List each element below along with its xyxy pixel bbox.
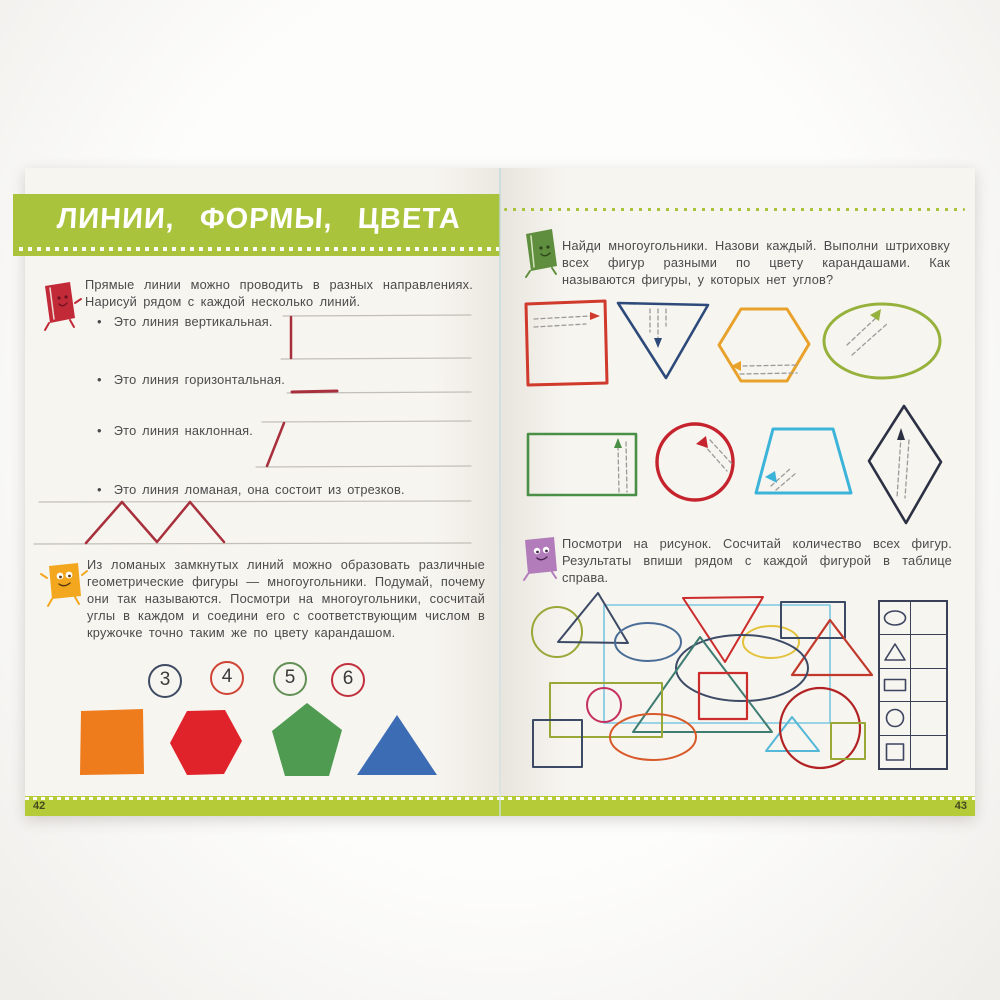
rectangle-glyph bbox=[885, 680, 906, 691]
corner-count-circle-5: 5 bbox=[273, 662, 307, 696]
writing-guide-line bbox=[39, 501, 471, 502]
left-page bbox=[25, 168, 500, 816]
figure-cyan-rectangle bbox=[604, 605, 830, 723]
figure-navy-rectangle bbox=[781, 602, 845, 638]
figure-cyan-triangle bbox=[766, 717, 819, 751]
blue-triangle bbox=[357, 715, 437, 775]
hatch-hint bbox=[776, 473, 796, 490]
task2-instructions: Из ломаных замкнутых линий можно образовать различные геометрические фигуры — многоугольники. Подумай, почему они так называются. Посмотри на многоугольники, сосчитай углы в каждом и соедини его с соответствующим числом в кружочке точно таким же по цвету карандашом. bbox=[87, 557, 485, 640]
green-book-icon bbox=[526, 229, 557, 271]
line-type-item bbox=[97, 482, 405, 497]
workbook-spread bbox=[25, 168, 975, 816]
hatch-hint bbox=[905, 440, 909, 498]
bullet-dot: • bbox=[97, 482, 102, 497]
red-circle-outline bbox=[657, 424, 733, 500]
navy-rhombus-outline bbox=[869, 406, 941, 523]
hatch-hint bbox=[703, 444, 727, 471]
count-table-row bbox=[880, 669, 946, 702]
bullet-dot: • bbox=[97, 423, 102, 438]
rectangle-icon bbox=[882, 674, 908, 696]
hatch-arrow bbox=[696, 436, 708, 448]
count-answer-cell bbox=[911, 635, 946, 667]
hatch-hint bbox=[618, 446, 619, 492]
figure-olive-circle bbox=[532, 607, 582, 657]
figure-teal-triangle bbox=[633, 637, 772, 732]
triangle-glyph bbox=[885, 644, 905, 660]
navy-triangle-outline bbox=[618, 303, 708, 378]
line-type-item bbox=[97, 423, 253, 438]
figure-olive-rectangle bbox=[550, 683, 662, 737]
writing-guide-line bbox=[256, 466, 471, 467]
page-gutter bbox=[499, 168, 501, 816]
writing-guide-line bbox=[283, 315, 471, 316]
figure-darkred-circle bbox=[780, 688, 860, 768]
square-icon bbox=[882, 741, 908, 763]
purple-book-icon bbox=[525, 537, 557, 574]
count-answer-cell bbox=[911, 702, 946, 734]
green-ellipse-outline bbox=[824, 304, 940, 378]
bullet-dot: • bbox=[97, 372, 102, 387]
hatch-hint bbox=[626, 442, 627, 492]
hatch-arrow bbox=[765, 471, 777, 483]
triangle-glyph-cell bbox=[880, 635, 911, 667]
green-pentagon bbox=[272, 703, 342, 776]
task1-instructions: Прямые линии можно проводить в разных направлениях. Нарисуй рядом с каждой несколько линий. bbox=[85, 277, 473, 309]
hatch-hint bbox=[897, 436, 901, 498]
figure-red-triangle bbox=[792, 620, 872, 675]
broken-line-sample bbox=[86, 502, 224, 543]
circle-glyph bbox=[887, 710, 904, 727]
line-type-label: Это линия вертикальная. bbox=[113, 314, 273, 329]
red-square-outline bbox=[526, 301, 607, 385]
right-footer-band bbox=[500, 796, 975, 816]
hatch-hint bbox=[852, 323, 888, 355]
corner-count-circle-6: 6 bbox=[331, 663, 365, 697]
footer-dashed-line bbox=[500, 797, 975, 800]
shape-count-table bbox=[878, 600, 948, 770]
slanted-line-sample bbox=[267, 423, 284, 466]
line-type-item bbox=[97, 372, 285, 387]
hatch-hint bbox=[847, 316, 878, 345]
count-answer-cell bbox=[911, 669, 946, 701]
cyan-trapezoid-outline bbox=[756, 429, 851, 493]
bullet-dot: • bbox=[97, 314, 102, 329]
count-table-row bbox=[880, 702, 946, 735]
count-answer-cell bbox=[911, 736, 946, 768]
orange-square bbox=[80, 709, 144, 775]
writing-guide-line bbox=[34, 543, 471, 544]
count-table-row bbox=[880, 736, 946, 768]
figure-yellow-ellipse bbox=[743, 626, 799, 658]
task4-instructions: Посмотри на рисунок. Сосчитай количество всех фигур. Результаты впиши рядом с каждой фигурой в таблице справа. bbox=[562, 536, 952, 585]
ellipse-icon bbox=[882, 607, 908, 629]
writing-guide-line bbox=[262, 421, 471, 422]
orange-book-icon bbox=[49, 563, 81, 599]
count-answer-cell bbox=[911, 602, 946, 634]
square-glyph bbox=[887, 744, 904, 760]
hatch-arrow bbox=[614, 438, 622, 448]
hatch-hint bbox=[534, 316, 590, 319]
hatch-hint bbox=[743, 365, 797, 366]
yellow-hexagon-outline bbox=[719, 309, 809, 381]
ellipse-glyph bbox=[885, 611, 906, 625]
line-type-label: Это линия горизонтальная. bbox=[113, 372, 285, 387]
line-type-item bbox=[97, 314, 273, 329]
writing-guide-line bbox=[281, 358, 471, 359]
corner-count-circle-3: 3 bbox=[148, 664, 182, 698]
ellipse-glyph-cell bbox=[880, 602, 911, 634]
task3-instructions: Найди многоугольники. Назови каждый. Выполни штриховку всех фигур разными по цвету карандашами. Как называются фигуры, у которых нет углов? bbox=[562, 238, 950, 287]
count-table-row bbox=[880, 602, 946, 635]
page-number-42: 42 bbox=[33, 800, 46, 812]
hatch-arrow bbox=[590, 312, 600, 320]
horizontal-line-sample bbox=[292, 391, 337, 392]
circle-icon bbox=[882, 707, 908, 729]
hatch-hint bbox=[740, 373, 797, 374]
count-table-row bbox=[880, 635, 946, 668]
rectangle-glyph-cell bbox=[880, 669, 911, 701]
footer-dashed-line bbox=[25, 797, 500, 800]
right-page bbox=[500, 168, 975, 816]
figure-navy-square bbox=[533, 720, 582, 767]
page-number-43: 43 bbox=[954, 800, 967, 812]
hatch-arrow bbox=[897, 428, 905, 440]
line-type-label: Это линия наклонная. bbox=[113, 423, 254, 438]
hatch-arrow bbox=[654, 338, 662, 348]
left-footer-band bbox=[25, 796, 500, 816]
corner-count-circle-4: 4 bbox=[210, 661, 244, 695]
square-glyph-cell bbox=[880, 736, 911, 768]
triangle-icon bbox=[882, 641, 908, 663]
line-type-label: Это линия ломаная, она состоит из отрезков. bbox=[113, 482, 405, 497]
circle-glyph-cell bbox=[880, 702, 911, 734]
hatch-hint bbox=[534, 324, 586, 327]
red-hexagon bbox=[170, 710, 242, 775]
chapter-title: ЛИНИИ, ФОРМЫ, ЦВЕТА bbox=[56, 203, 462, 235]
